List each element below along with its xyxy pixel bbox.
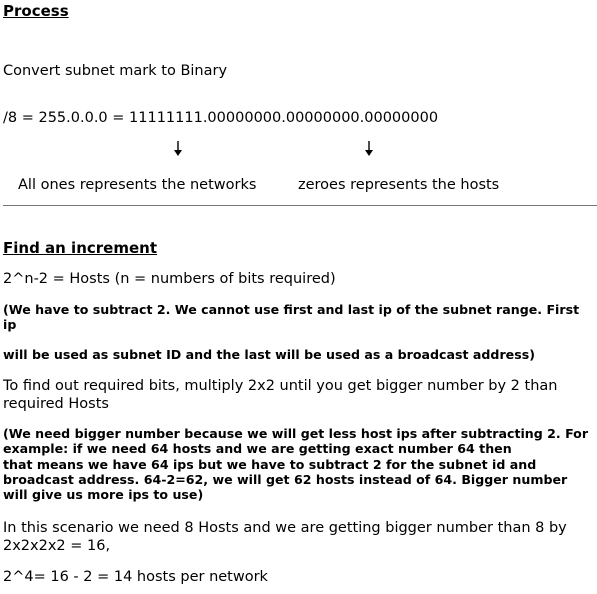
down-arrow-icon (364, 141, 374, 157)
note-subtract-line-1: (We have to subtract 2. We cannot use first and last ip of the subnet range. First (3, 302, 580, 317)
note-bigger-line-4: broadcast address. 64-2=62, we will get 62 hosts instead of 64. Bigger number (3, 472, 568, 487)
down-arrow-icon (173, 141, 183, 157)
note-bigger-line-2: example: if we need 64 hosts and we are getting exact number 64 then (3, 441, 512, 456)
increment-heading: Find an increment (3, 239, 157, 257)
convert-line: Convert subnet mark to Binary (3, 63, 228, 79)
note-subtract-line-3: will be used as subnet ID and the last will be used as a broadcast address) (3, 347, 535, 362)
note-bigger-line-5: will give us more ips to use) (3, 487, 204, 502)
note-bigger-line-3: that means we have 64 ips but we have to subtract 2 for the subnet id and (3, 457, 537, 472)
ones-caption: All ones represents the networks (18, 177, 257, 193)
hosts-formula: 2^n-2 = Hosts (n = numbers of bits required) (3, 271, 336, 287)
section-divider (3, 205, 597, 206)
note-bigger-line-1: (We need bigger number because we will get less host ips after subtracting 2. For (3, 426, 589, 441)
scenario-text: In this scenario we need 8 Hosts and we are getting bigger number than 8 by 2x2x2x2 = 16, (3, 520, 567, 554)
zeroes-caption: zeroes represents the hosts (298, 177, 500, 193)
instruction-text: To find out required bits, multiply 2x2 until you get bigger number by 2 than required Hosts (3, 378, 558, 412)
result-text: 2^4= 16 - 2 = 14 hosts per network (3, 569, 268, 585)
note-subtract-line-2: ip (3, 317, 17, 332)
binary-equation: /8 = 255.0.0.0 = 11111111.00000000.00000000.00000000 (3, 110, 439, 126)
process-heading: Process (3, 2, 69, 20)
